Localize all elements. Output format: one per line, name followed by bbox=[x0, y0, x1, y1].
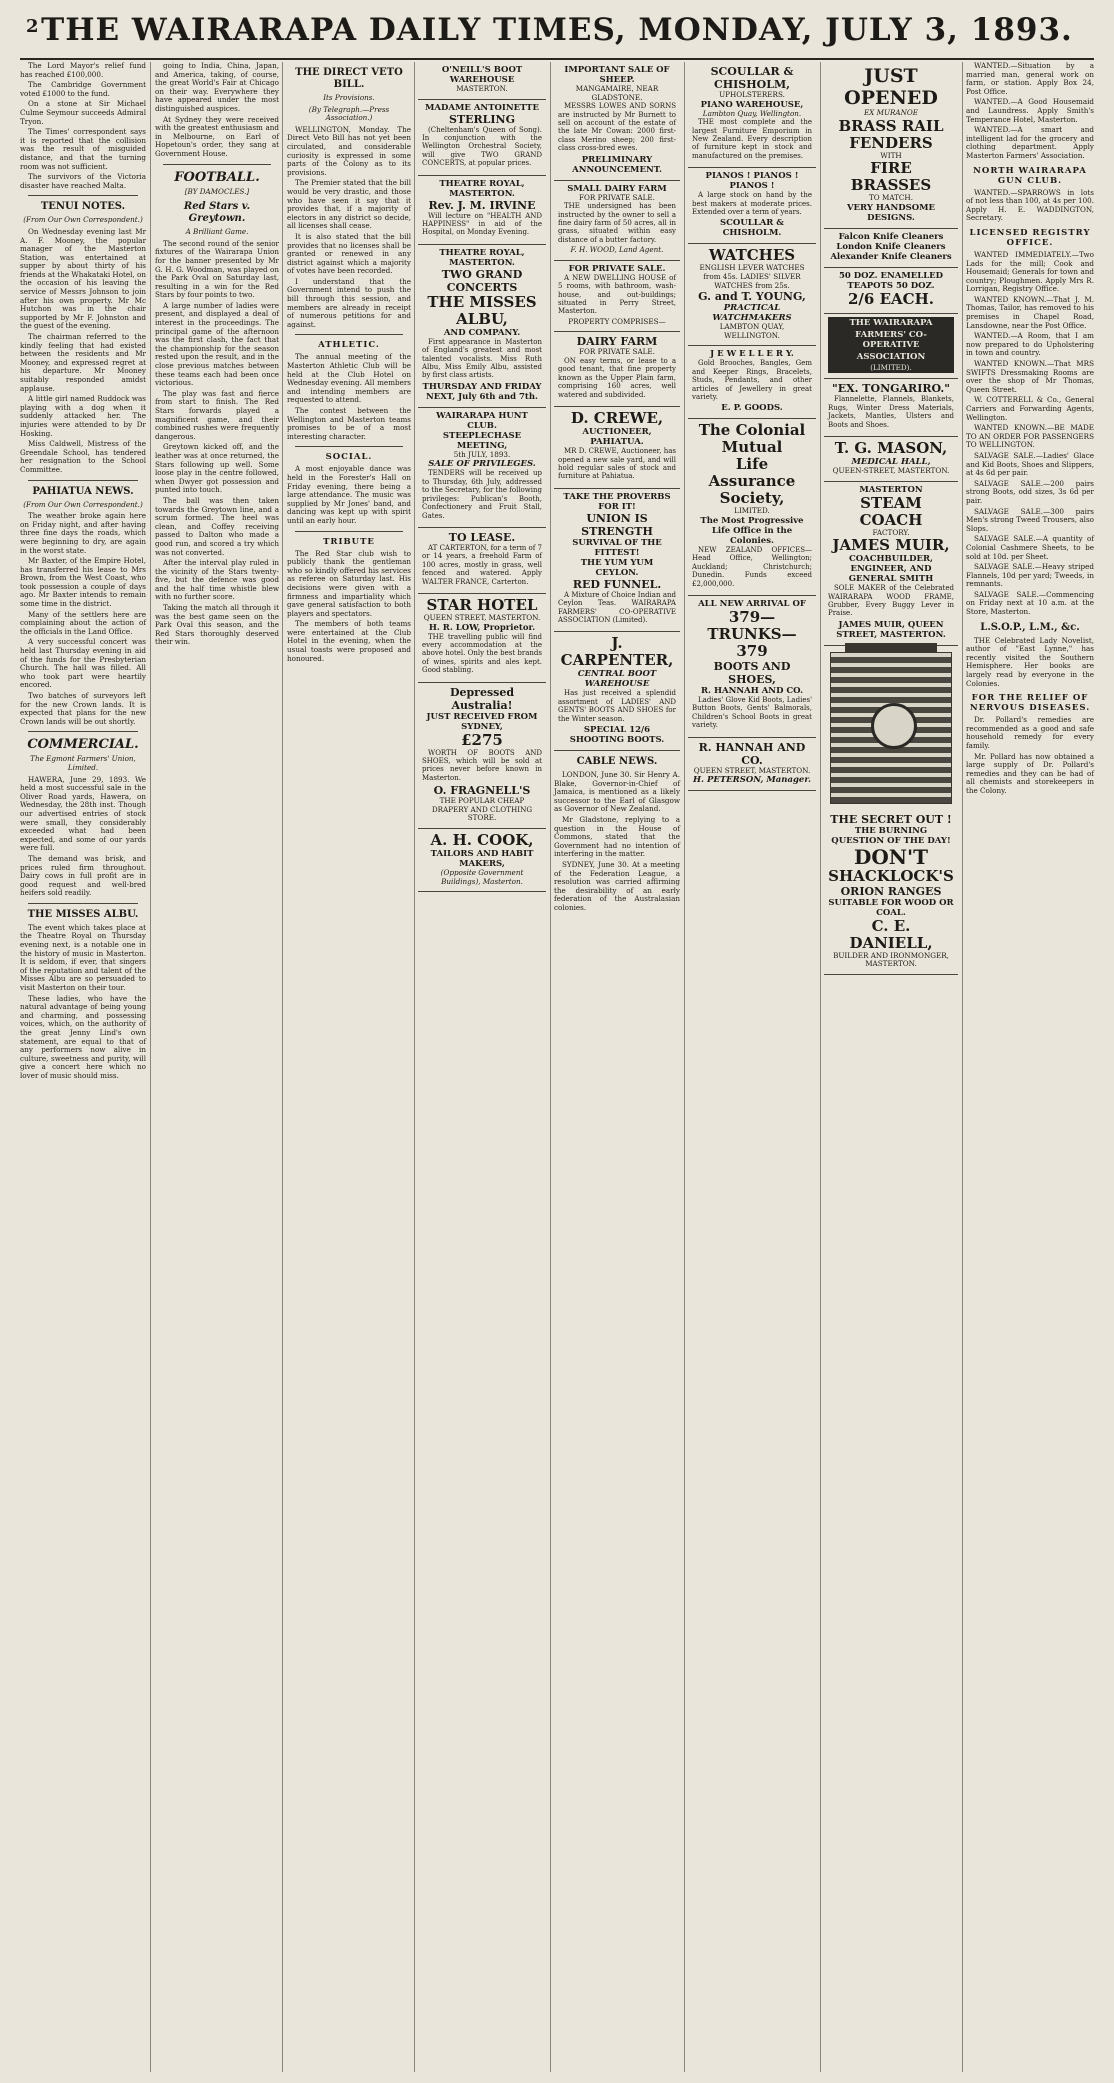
ad-oneill-boot bbox=[418, 62, 546, 100]
ad-watches bbox=[688, 244, 816, 346]
ad-heading: DON'T bbox=[853, 844, 929, 869]
ad-body: SOLE MAKER of the Celebrated WAIRARAPA WOOD FRAME, Grubber, Every Buggy Lever in Praise. bbox=[828, 584, 954, 618]
column-8-classifieds bbox=[962, 62, 1097, 2072]
ad-heading: WATCHES bbox=[708, 246, 796, 265]
classified-item: Mr. Pollard has now obtained a large supply of Dr. Pollard's remedies and they can be had of all chemists and storekeepers in the Colony. bbox=[966, 751, 1094, 795]
divider bbox=[295, 446, 403, 447]
ad-heading: Rev. J. M. IRVINE bbox=[428, 198, 536, 212]
ad-line: Lambton Quay, Wellington. bbox=[702, 108, 802, 118]
classified-item: W. COTTERELL & Co., General Carriers and Forwarding Agents, Wellington. bbox=[966, 395, 1094, 422]
ad-teapots bbox=[824, 268, 958, 314]
news-paragraph: The event which takes place at the Theatre Royal on Thursday evening next, is a notable one in the history of music in Masterton. It is seldom, if ever, that singers of the reputation and talent of the Misses Albu are so persuaded to visit Masterton on their tour. bbox=[20, 922, 146, 993]
classified-heading: FOR THE RELIEF OF NERVOUS DISEASES. bbox=[969, 693, 1091, 714]
ad-heading: R. HANNAH AND CO. bbox=[698, 740, 806, 767]
news-paragraph: Greytown kicked off, and the leather was at once returned, the Stars following up well. Some loose play in the centre followed, when Dwyer got possession and punted into touch. bbox=[155, 442, 279, 495]
column-4-ads bbox=[414, 62, 549, 2072]
columns bbox=[20, 62, 1094, 2072]
classified-item: WANTED.—A Good Housemaid and Laundress. Apply Smith's Temperance Hotel, Masterton. bbox=[966, 97, 1094, 124]
ad-star-hotel bbox=[418, 594, 546, 683]
classified-item: WANTED KNOWN.—That J. M. Thomas, Tailor, has removed to his premises in Chapel Road, Lansdowne, near the Post Office. bbox=[966, 294, 1094, 330]
ad-heading: D. CREWE, bbox=[570, 409, 664, 428]
news-paragraph: SYDNEY, June 30. At a meeting of the Federation League, a resolution was carried affirming the desirability of an early federation of the Australasian colonies. bbox=[554, 859, 680, 912]
section-heading: TENUI NOTES. bbox=[40, 201, 126, 213]
divider bbox=[163, 164, 271, 165]
ad-line: TO MATCH. bbox=[869, 193, 913, 203]
ad-to-lease bbox=[418, 528, 546, 594]
ad-line: (LIMITED). bbox=[828, 363, 954, 374]
ad-heading: THE WAIRARAPA bbox=[828, 317, 954, 329]
section-heading: THE MISSES ALBU. bbox=[27, 908, 139, 920]
ad-colonial-mutual bbox=[688, 419, 816, 596]
ad-heading: STEAM COACH bbox=[859, 493, 923, 529]
ad-heading: BOOTS AND SHOES, bbox=[713, 660, 791, 687]
ad-heading: SCOULLAR & CHISHOLM, bbox=[710, 65, 794, 91]
classified-item: SALVAGE SALE.—Heavy striped Flannels, 10d per yard; Tweeds, in remnants. bbox=[966, 562, 1094, 589]
ad-heading: R. HANNAH AND CO. bbox=[700, 686, 804, 697]
ad-body: THE undersigned has been instructed by the owner to sell a fine dairy farm of 50 acres, all in grass, situated within easy distance of a butter factory. bbox=[558, 202, 676, 244]
ad-just-opened bbox=[824, 62, 958, 229]
classified-item: WANTED.—A smart and intelligent lad for the grocery and clothing department. Apply Masterton Farmers' Association. bbox=[966, 125, 1094, 160]
ad-line: PRACTICAL WATCHMAKERS bbox=[712, 303, 792, 324]
ad-body: Flannelette, Flannels, Blankets, Rugs, Winter Dress Materials, Jackets, Mantles, Ulsters and Boots and Shoes. bbox=[828, 395, 954, 429]
ad-heading: THE MISSES ALBU, bbox=[427, 292, 537, 328]
ad-dairy-farm bbox=[554, 332, 680, 407]
ad-shacklock-ranges bbox=[824, 810, 958, 975]
ad-heading: The Colonial Mutual bbox=[698, 421, 806, 457]
ad-body: ON easy terms, or lease to a good tenant, that fine property known as the Upper Plain farm, comprising 160 acres, well watered and subdivided. bbox=[558, 357, 676, 399]
ad-heading: Depressed Australia! bbox=[449, 685, 515, 712]
ad-heading: THE SECRET OUT ! bbox=[830, 812, 952, 826]
classified-item: SALVAGE SALE.—200 pairs strong Boots, odd sizes, 3s 6d per pair. bbox=[966, 478, 1094, 505]
news-paragraph: The ball was then taken towards the Greytown line, and a scrum formed. The heel was clean, and Coffey receiving passed to Dalton who made a good run, and scored a try which was not converted. bbox=[155, 495, 279, 557]
classified-heading: NORTH WAIRARAPA GUN CLUB. bbox=[973, 165, 1087, 186]
classified-item: WANTED IMMEDIATELY.—Two Lads for the mill; Cook and Housemaid; Generals for town and country; Ploughmen. Apply Mrs R. Lorrigan, Registry Office. bbox=[966, 249, 1094, 294]
ad-line: ALL NEW ARRIVAL OF bbox=[698, 599, 806, 610]
news-paragraph: The chairman referred to the kindly feeling that had existed between the residents and Mr Mooney, and expressed regret at his departure. Mr Mooney suitably responded amidst applause. bbox=[20, 332, 146, 393]
column-3 bbox=[282, 62, 415, 2072]
ad-body: (Cheltenham's Queen of Song). In conjunction with the Wellington Orchestral Society, will give TWO GRAND CONCERTS, at popular prices. bbox=[422, 125, 542, 168]
divider bbox=[28, 480, 138, 481]
newspaper-title: THE WAIRARAPA DAILY TIMES, MONDAY, JULY 3, 1893. bbox=[41, 12, 1073, 48]
ad-line: BUILDER AND IRONMONGER, MASTERTON. bbox=[833, 950, 949, 969]
ad-body: Has just received a splendid assortment of LADIES' AND GENTS' BOOTS AND SHOES for the Winter season. bbox=[558, 689, 676, 723]
section-heading: SOCIAL. bbox=[325, 452, 373, 463]
ad-heading: THEATRE ROYAL, MASTERTON. bbox=[439, 247, 525, 268]
ad-line: FOR PRIVATE SALE. bbox=[579, 347, 655, 357]
ad-line: TAILORS AND HABIT MAKERS, bbox=[430, 848, 534, 869]
ad-heading: Society, bbox=[719, 489, 785, 508]
news-paragraph: A large number of ladies were present, and displayed a deal of interest in the proceedings. The principal game of the afternoon was the first clash, the fact that the championship for the season rested upon the result, and in the close previous matches between these teams each had been once victorious. bbox=[155, 300, 279, 388]
column-6 bbox=[684, 62, 819, 2072]
wire-credit: (By Telegraph.—Press Association.) bbox=[308, 104, 390, 123]
ad-heading: Falcon Knife Cleaners bbox=[838, 231, 944, 242]
ad-line: SURVIVAL OF THE FITTEST! bbox=[572, 537, 662, 558]
news-paragraph: The survivors of the Victoria disaster have reached Malta. bbox=[20, 172, 146, 190]
byline: [BY DAMOCLES.] bbox=[184, 186, 250, 196]
ad-line: ENGLISH LEVER WATCHES from 45s. LADIES' SILVER WATCHES from 25s. bbox=[699, 263, 805, 290]
ad-misses-albu-concerts bbox=[418, 245, 546, 408]
ad-line: MASTERTON. bbox=[456, 84, 508, 93]
news-paragraph: A very successful concert was held last Thursday evening in aid of the funds for the Presbyterian Church. The hall was filled. All who took part were heartily encored. bbox=[20, 637, 146, 690]
ad-heading: FOR PRIVATE SALE. bbox=[568, 263, 666, 274]
news-paragraph: It is also stated that the bill provides that no licenses shall be granted or renewed in any district against which a majority of votes have been recorded. bbox=[287, 231, 411, 276]
news-paragraph: Mr Gladstone, replying to a question in the House of Commons, stated that the Government had no intention of interfering in the matter. bbox=[554, 814, 680, 859]
ad-line: F. H. WOOD, Land Agent. bbox=[570, 245, 664, 255]
ad-line: 5th JULY, 1893. bbox=[453, 449, 511, 459]
column-5 bbox=[550, 62, 683, 2072]
news-paragraph: Taking the match all through it was the best game seen on the Park Oval this season, and the Red Stars thoroughly deserved their win. bbox=[155, 603, 279, 647]
ad-heading: J E W E L L E R Y. bbox=[710, 349, 794, 360]
news-paragraph: HAWERA, June 29, 1893. We held a most successful sale in the Oliver Road yards, Hawera, on Wednesday, the 28th inst. Though our advertised entries of stock were small, they considerably exceeded what had been expected, and some of our yards were full. bbox=[20, 774, 146, 853]
news-paragraph: The play was fast and fierce from start to finish. The Red Stars forwards played a magnificent game, and their combined rushes were frequently dangerous. bbox=[155, 388, 279, 441]
ad-body: THE most complete and the largest Furniture Emporium in New Zealand. Every description of furniture kept in stock and manufactured on the premises. bbox=[692, 118, 812, 160]
ad-line: SCOULLAR & CHISHOLM. bbox=[720, 218, 784, 239]
news-paragraph: At Sydney they were received with the greatest enthusiasm and in Melbourne, on Earl of Hopetoun's order, they sang at Government House. bbox=[155, 114, 279, 158]
ad-heading: PIANOS ! PIANOS ! PIANOS ! bbox=[705, 171, 799, 192]
ad-line: MANGAMAIRE, NEAR GLADSTONE. bbox=[575, 84, 659, 102]
ad-heading: MADAME ANTOINETTE bbox=[425, 102, 539, 113]
ad-heading: WAIRARAPA HUNT CLUB. bbox=[436, 410, 528, 431]
masthead bbox=[20, 6, 1094, 60]
ad-heading: FIRE BRASSES bbox=[850, 159, 932, 195]
ad-heading: UNION IS STRENGTH bbox=[581, 511, 653, 538]
ad-hannah-footer bbox=[688, 738, 816, 792]
classified-item: SALVAGE SALE.—300 pairs Men's strong Tweed Trousers, also Slops. bbox=[966, 506, 1094, 533]
section-subheading: (From Our Own Correspondent.) bbox=[23, 499, 143, 509]
ad-scoullar-chisholm bbox=[688, 62, 816, 168]
section-subheading: A Brilliant Game. bbox=[185, 227, 249, 237]
ad-heading: ASSOCIATION bbox=[828, 351, 954, 363]
divider bbox=[295, 334, 403, 335]
classified-item: WANTED KNOWN.—That MRS SWIFTS Dressmaking Rooms are over the shop of Mr Thomas, Queen Street. bbox=[966, 359, 1094, 394]
ad-heading: THEATRE ROYAL, MASTERTON. bbox=[439, 178, 525, 199]
ad-line: FACTORY. bbox=[872, 527, 910, 537]
ad-line: SPECIAL 12/6 SHOOTING BOOTS. bbox=[569, 724, 665, 745]
ad-line: QUEEN STREET, MASTERTON. bbox=[693, 765, 811, 775]
ad-trunks-boots bbox=[688, 596, 816, 738]
news-paragraph: The second round of the senior fixtures of the Wairarapa Union for the banner presented by Mr G. H. G. Woodman, was played on the Park Oval on Saturday last, resulting in a win for the Red Stars by four points to two. bbox=[155, 238, 279, 300]
news-paragraph: LONDON, June 30. Sir Henry A. Blake, Governor-in-Chief of Jamaica, is mentioned as a likely successor to the Earl of Glasgow as Governor of New Zealand. bbox=[554, 769, 680, 814]
ad-line: THE POPULAR CHEAP DRAPERY AND CLOTHING STORE. bbox=[431, 796, 533, 823]
ad-line: The Most Progressive Life Office in the Colonies. bbox=[700, 516, 804, 547]
divider bbox=[28, 195, 138, 196]
ad-body: Will lecture on "HEALTH AND HAPPINESS" in aid of the Hospital, on Monday Evening. bbox=[422, 211, 542, 237]
ad-line: CENTRAL BOOT WAREHOUSE bbox=[577, 669, 657, 690]
news-paragraph: A most enjoyable dance was held in the Forester's Hall on Friday evening, there being a large attendance. The music was supplied by Mr Jones' band, and dancing was kept up with spirit until an early hour. bbox=[287, 464, 411, 525]
ad-private-sale bbox=[554, 261, 680, 333]
ad-cook-tailors bbox=[418, 829, 546, 892]
section-heading: FOOTBALL. bbox=[174, 169, 260, 185]
ad-heading: C. E. DANIELL, bbox=[849, 916, 933, 952]
ad-line: PRELIMINARY ANNOUNCEMENT. bbox=[572, 154, 662, 175]
stove-illustration bbox=[830, 652, 952, 804]
ad-heading: STEEPLECHASE MEETING, bbox=[442, 430, 522, 451]
news-paragraph: On a stone at Sir Michael Culme Seymour succeeds Admiral Tryon. bbox=[20, 99, 146, 126]
ad-body: MESSRS LOWES AND SORNS are instructed by Mr Burnett to sell on account of the estate of the late Mr Cowan: 2000 first-class Merino sheep; 200 first-class cross-bred ewes. bbox=[558, 102, 676, 153]
ad-knife-cleaners bbox=[824, 229, 958, 268]
ad-line: AUCTIONEER, PAHIATUA. bbox=[582, 427, 652, 448]
ad-hunt-club bbox=[418, 408, 546, 528]
section-subheading: Its Provisions. bbox=[323, 93, 375, 102]
column-1 bbox=[20, 62, 150, 2072]
ad-heading: IMPORTANT SALE OF SHEEP. bbox=[564, 65, 670, 85]
ad-body: WORTH OF BOOTS AND SHOES, which will be sold at prices never before known in Masterton. bbox=[422, 748, 542, 782]
classified-item: SALVAGE SALE.—Commencing on Friday next at 10 a.m. at the Store, Masterton. bbox=[966, 589, 1094, 617]
section-heading: ATHLETIC. bbox=[318, 340, 380, 351]
ad-heading: 2/6 EACH. bbox=[848, 289, 934, 308]
section-subheading: Red Stars v. Greytown. bbox=[183, 201, 251, 225]
ad-line: QUEEN STREET, MASTERTON. bbox=[423, 612, 541, 622]
ad-heading: TWO GRAND CONCERTS bbox=[441, 267, 523, 294]
ad-line: THE YUM YUM CEYLON. bbox=[580, 557, 654, 578]
news-paragraph: The demand was brisk, and prices ruled firm throughout. Dairy cows in full profit are in good request and well-bred heifers sold readily. bbox=[20, 853, 146, 898]
ad-irvine-lecture bbox=[418, 176, 546, 245]
news-paragraph: The Times' correspondent says it is reported that the collision was the result of misguided distance, and that the turning room was not sufficient. bbox=[20, 127, 146, 171]
divider bbox=[28, 903, 138, 904]
divider bbox=[28, 731, 138, 732]
ad-sheep-sale bbox=[554, 62, 680, 181]
ad-heading: STAR HOTEL bbox=[426, 595, 538, 614]
section-heading: PAHIATUA NEWS. bbox=[32, 485, 134, 497]
section-heading: THE DIRECT VETO BILL. bbox=[295, 67, 403, 90]
ad-body: Ladies' Glove Kid Boots, Ladies' Button Boots, Gents' Balmorals, Children's School Boots in great variety. bbox=[692, 696, 812, 730]
ad-line: SUITABLE FOR WOOD OR COAL. bbox=[828, 897, 954, 918]
ad-line: COACHBUILDER, ENGINEER, AND GENERAL SMITH bbox=[848, 554, 934, 585]
classified-heading: LICENSED REGISTRY OFFICE. bbox=[969, 227, 1091, 248]
ad-line: JAMES MUIR, QUEEN STREET, MASTERTON. bbox=[836, 619, 946, 640]
ad-heading: JUST OPENED bbox=[844, 65, 938, 109]
ad-heading: ORION RANGES bbox=[840, 884, 942, 898]
ad-heading: London Knife Cleaners bbox=[836, 241, 946, 252]
news-paragraph: The contest between the Wellington and Masterton teams promises to be of a most interesting character. bbox=[287, 406, 411, 441]
classified-item: WANTED.—SPARROWS in lots of not less than 100, at 4s per 100. Apply H. E. WADDINGTON, Secretary. bbox=[966, 187, 1094, 223]
news-paragraph: going to India, China, Japan, and America, taking, of course, the great World's Fair at Chicago on their way. Everywhere they have appeared under the most distinguished auspices. bbox=[155, 62, 279, 113]
ad-line: E. P. GOODS. bbox=[721, 403, 783, 414]
ad-heading: SMALL DAIRY FARM bbox=[567, 183, 667, 194]
ad-line: FOR PRIVATE SALE. bbox=[579, 192, 655, 202]
ad-line: VERY HANDSOME DESIGNS. bbox=[846, 202, 936, 223]
ad-pianos bbox=[688, 168, 816, 244]
ad-line: MASTERTON bbox=[859, 484, 923, 495]
ad-body: A NEW DWELLING HOUSE of 5 rooms, with bathroom, wash-house, and out-buildings; situated in Perry Street, Masterton. bbox=[558, 273, 676, 316]
ad-line: PROPERTY COMPRISES— bbox=[568, 316, 666, 326]
news-paragraph: I understand that the Government intend to push the bill through this session, and members are already in receipt of numerous petitions for and against. bbox=[287, 276, 411, 329]
news-paragraph: On Wednesday evening last Mr A. F. Mooney, the popular manager of the Masterton Station, was entertained at supper by about thirty of his friends at the Whakataki Hotel, on the occasion of his leaving the service of Messrs Johnson to join after his own property. Mr Mc Hutchon was in the chair supported by Mr F. Johnston and the guest of the evening. bbox=[20, 226, 146, 331]
ad-heading: TAKE THE PROVERBS FOR IT! bbox=[563, 491, 671, 512]
news-paragraph: Many of the settlers here are complaining about the action of the officials in the Land Office. bbox=[20, 609, 146, 636]
ad-line: THURSDAY AND FRIDAY NEXT, July 6th and 7th. bbox=[422, 381, 542, 402]
section-subheading: (From Our Own Correspondent.) bbox=[23, 215, 143, 225]
classified-heading: L.S.O.P., L.M., &c. bbox=[980, 621, 1080, 633]
ad-line: H. R. LOW, Proprietor. bbox=[428, 622, 536, 633]
classified-item: Dr. Pollard's remedies are recommended as a good and safe household remedy for every family. bbox=[966, 715, 1094, 750]
ad-heading: FENDERS bbox=[849, 133, 933, 152]
ad-line: WITH bbox=[880, 150, 902, 160]
news-paragraph: The weather broke again here on Friday night, and after having three fine days the roads, which were beginning to dry, are again in the worst state. bbox=[20, 511, 146, 555]
ad-yum-yum-tea bbox=[554, 489, 680, 633]
ad-line: AND COMPANY. bbox=[443, 327, 521, 338]
ad-line: H. PETERSON, Manager. bbox=[693, 775, 811, 786]
ad-heading: O'NEILL'S BOOT WAREHOUSE bbox=[441, 65, 523, 85]
ad-heading: SALE OF PRIVILEGES. bbox=[428, 459, 536, 470]
ad-heading: 379—TRUNKS—379 bbox=[707, 608, 797, 661]
ad-heading: RED FUNNEL. bbox=[572, 577, 662, 591]
ad-depressed-australia bbox=[418, 683, 546, 829]
ad-madame-sterling bbox=[418, 100, 546, 176]
classified-item: WANTED.—Situation by a married man, general work on farm, or station. Apply Box 24, Post Office. bbox=[966, 62, 1094, 96]
ad-steam-coach bbox=[824, 482, 958, 646]
news-paragraph: WELLINGTON, Monday. The Direct Veto Bill has not yet been circulated, and considerable curiosity is expressed in some parts of the Colony as to its provisions. bbox=[287, 124, 411, 177]
ad-line: (Opposite Government Buildings), Masterton. bbox=[440, 867, 524, 886]
ad-line: UPHOLSTERERS. bbox=[719, 90, 785, 99]
ad-jewellery bbox=[688, 346, 816, 419]
news-paragraph: A little girl named Ruddock was playing with a dog when it suddenly attacked her. The injuries were attended to by Dr Hosking. bbox=[20, 394, 146, 438]
column-7 bbox=[820, 62, 961, 2072]
news-paragraph: Mr Baxter, of the Empire Hotel, has transferred his lease to Mrs Brown, from the West Coast, who took possession a couple of days ago. Mr Baxter intends to remain some time in the district. bbox=[20, 556, 146, 609]
ad-body: A large stock on hand by the best makers at moderate prices. Extended over a term of years. bbox=[692, 191, 812, 217]
ad-body: First appearance in Masterton of England's greatest and most talented vocalists. Miss Ruth Albu, Miss Emily Albu, assisted by first class artists. bbox=[422, 337, 542, 380]
ad-body: MR D. CREWE, Auctioneer, has opened a new sale yard, and will hold regular sales of stock and furniture at Pahiatua. bbox=[558, 447, 676, 481]
news-paragraph: Two batches of surveyors left for the new Crown lands. It is expected that plans for the new Crown lands will be out shortly. bbox=[20, 691, 146, 726]
ad-heading: JAMES MUIR, bbox=[832, 536, 950, 555]
ad-heading: FARMERS' CO-OPERATIVE bbox=[828, 329, 954, 351]
ad-heading: T. G. MASON, bbox=[834, 439, 948, 457]
ad-line: LIMITED. bbox=[734, 506, 770, 516]
ad-heading: PIANO WAREHOUSE, bbox=[700, 99, 804, 110]
news-paragraph: These ladies, who have the natural advantage of being young and charming, and possessing voices, which, on the authority of the great Jenny Lind's own statement, are equal to that of any performers now alive in culture, sweetness and purity, will give a concert here which no lover of music should miss. bbox=[20, 993, 146, 1080]
news-paragraph: After the interval play ruled in the vicinity of the Stars twenty-five, but the defence was good and the half time whistle blew with no further score. bbox=[155, 558, 279, 602]
section-heading: CABLE NEWS. bbox=[576, 755, 658, 767]
ad-body: THE travelling public will find every accommodation at the above hotel. Only the best brands of wines, spirits and ales kept. Good stabling. bbox=[422, 632, 542, 675]
page-number: 2 bbox=[26, 16, 39, 37]
ad-heading: J. CARPENTER, bbox=[560, 634, 674, 670]
ad-line: THE BURNING QUESTION OF THE DAY! bbox=[831, 825, 951, 846]
ad-line: LAMBTON QUAY, WELLINGTON. bbox=[719, 322, 785, 340]
ad-line: JUST RECEIVED FROM SYDNEY, bbox=[426, 711, 538, 732]
ad-heading: Alexander Knife Cleaners bbox=[830, 251, 952, 262]
ad-carpenter-boots bbox=[554, 632, 680, 751]
ad-body: Gold Brooches, Bangles, Gem and Keeper Rings, Bracelets, Studs, Pendants, and other articles of Jewellery in great variety. bbox=[692, 359, 812, 402]
ad-body: NEW ZEALAND OFFICES—Head Office, Wellington; Auckland; Christchurch; Dunedin. Funds exceed £2,000,000. bbox=[692, 546, 812, 588]
ad-heading: O. FRAGNELL'S bbox=[433, 784, 531, 798]
divider bbox=[295, 531, 403, 532]
ad-line: QUEEN-STREET, MASTERTON. bbox=[832, 466, 950, 475]
ad-line: MEDICAL HALL, bbox=[851, 457, 931, 467]
ad-body: A Mixture of Choice Indian and Ceylon Teas. WAIRARAPA FARMERS' CO-OPERATIVE ASSOCIATION (Limited). bbox=[558, 590, 676, 624]
news-paragraph: The Lord Mayor's relief fund has reached £100,000. bbox=[20, 62, 146, 79]
news-paragraph: The Cambridge Government voted £1000 to the fund. bbox=[20, 80, 146, 98]
section-heading: TRIBUTE bbox=[323, 536, 375, 547]
ad-small-dairy-farm bbox=[554, 181, 680, 261]
classified-item: WANTED KNOWN.—BE MADE TO AN ORDER FOR PASSENGERS TO WELLINGTON. bbox=[966, 423, 1094, 450]
column-2 bbox=[150, 62, 283, 2072]
ad-crewe-auctioneer bbox=[554, 407, 680, 489]
ad-heading: 50 DOZ. ENAMELLED TEAPOTS 50 DOZ. bbox=[838, 270, 944, 291]
ad-heading: BRASS RAIL bbox=[838, 116, 944, 135]
news-paragraph: The members of both teams were entertained at the Club Hotel in the evening, when the usual toasts were proposed and honoured. bbox=[287, 619, 411, 663]
ad-heading: A. H. COOK, bbox=[430, 830, 534, 849]
news-paragraph: The Red Star club wish to publicly thank the gentleman who so kindly offered his services as referee on Saturday last. His decisions were given with a firmness and impartiality which gave general satisfaction to both players and spectators. bbox=[287, 548, 411, 618]
classified-item: WANTED.—A Room, that I am now prepared to do Upholstering in town and country. bbox=[966, 331, 1094, 358]
ad-heading: £275 bbox=[461, 730, 503, 749]
ad-heading: Life Assurance bbox=[708, 455, 796, 491]
ad-line: EX MURANOE bbox=[863, 108, 919, 117]
ad-mason-medical bbox=[824, 437, 958, 482]
ad-farmers-cooperative bbox=[824, 314, 958, 380]
section-heading: COMMERCIAL. bbox=[27, 737, 139, 753]
ad-heading: DAIRY FARM bbox=[576, 335, 658, 349]
ad-body: TENDERS will be received up to Thursday, 6th July, addressed to the Secretary, for the following privileges: Publican's Booth, Confectionery and Fruit Stall, Gates. bbox=[422, 469, 542, 520]
news-paragraph: Miss Caldwell, Mistress of the Greendale School, has tendered her resignation to the School Committee. bbox=[20, 439, 146, 474]
ad-heading: TO LEASE. bbox=[448, 530, 516, 544]
news-paragraph: The annual meeting of the Masterton Athletic Club will be held at the Club Hotel on Wednesday evening. All members and intending members are requested to attend. bbox=[287, 352, 411, 405]
ad-body: AT CARTERTON, for a term of 7 or 14 years, a freehold Farm of 100 acres, mostly in grass, well fenced and watered. Apply WALTER FRANCE, Carterton. bbox=[422, 543, 543, 586]
ad-tongariro bbox=[824, 379, 958, 437]
classified-item: THE Celebrated Lady Novelist, author of "East Lynne," has recently visited the Southern Hemisphere. Her books are largely read by everyone in the Colonies. bbox=[966, 635, 1094, 688]
classified-item: SALVAGE SALE.—Ladies' Glace and Kid Boots, Shoes and Slippers, at 4s 6d per pair. bbox=[966, 450, 1094, 478]
ad-heading: STERLING bbox=[449, 112, 515, 126]
news-paragraph: The Premier stated that the bill would be very drastic, and those who have seen it say that it provides that, if a majority of electors in any district so decide, all licenses shall cease. bbox=[287, 178, 411, 231]
ad-heading: SHACKLOCK'S bbox=[828, 866, 954, 885]
ad-heading: "EX. TONGARIRO." bbox=[832, 382, 950, 396]
section-subheading: The Egmont Farmers' Union, Limited. bbox=[30, 754, 136, 772]
ad-heading: G. and T. YOUNG, bbox=[698, 290, 806, 304]
classified-item: SALVAGE SALE.—A quantity of Colonial Cashmere Sheets, to be sold at 10d. per Sheet. bbox=[966, 534, 1094, 561]
